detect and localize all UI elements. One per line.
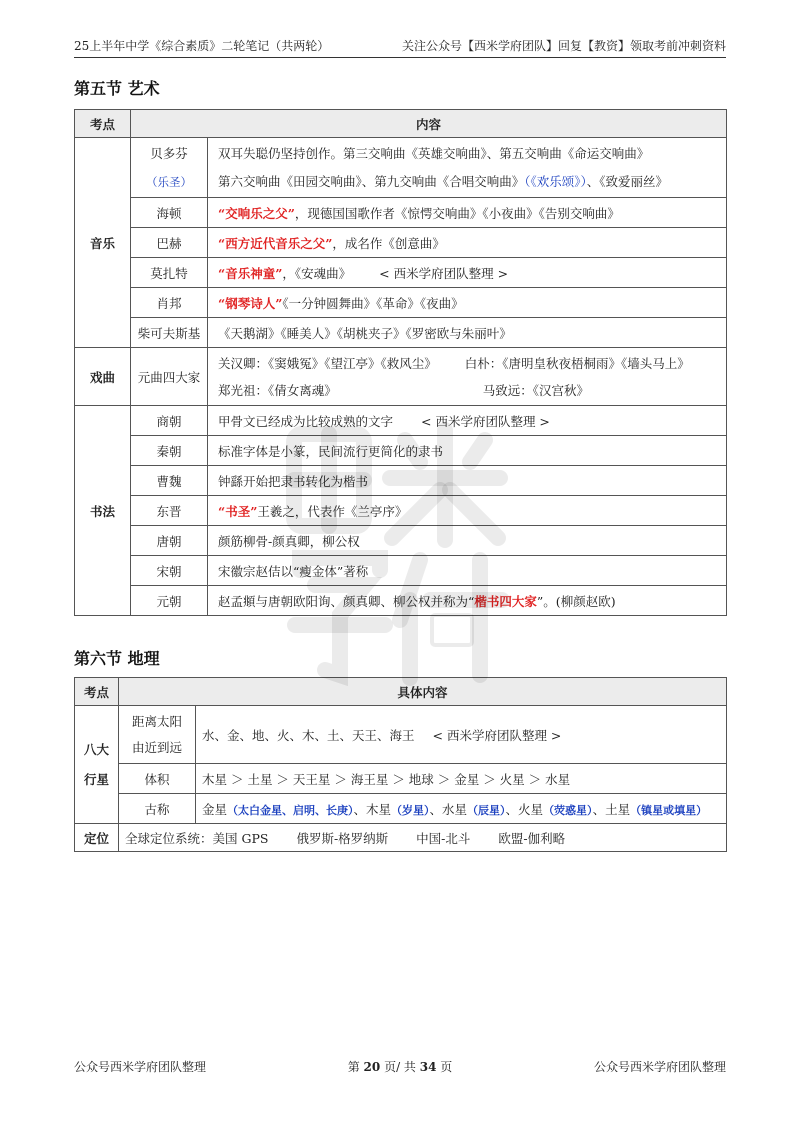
yuan-text: 赵孟頫与唐朝欧阳询、颜真卿、柳公权并称为“楷书四大家”。(柳颜赵欧) xyxy=(208,586,727,616)
label-volume: 体积 xyxy=(119,764,196,794)
table-header-row xyxy=(75,678,727,706)
shang-text: 甲骨文已经成为比较成熟的文字 < 西米学府团队整理 > xyxy=(208,406,727,436)
beethoven-works: 双耳失聪仍坚持创作。第三交响曲《英雄交响曲》、第五交响曲《命运交响曲》 第六交响曲《田园交响曲》、第九交响曲《合唱交响曲》（《欢乐颂》）、《致爱丽丝》 xyxy=(208,138,727,198)
table-row xyxy=(75,318,727,348)
table-row xyxy=(75,794,727,824)
composer-haydn: 海顿 xyxy=(131,198,208,228)
table-row xyxy=(75,466,727,496)
table-row xyxy=(75,198,727,228)
haydn-works: “交响乐之父”，现德国国歌作者《惊愕交响曲》《小夜曲》《告别交响曲》 xyxy=(208,198,727,228)
column-header-content: 内容 xyxy=(131,110,727,138)
section-5-title: 第五节 艺术 xyxy=(74,79,160,98)
art-table xyxy=(74,109,727,616)
song-text: 宋徽宗赵佶以“瘦金体”著称 xyxy=(208,556,727,586)
table-header-row xyxy=(75,110,727,138)
table-row xyxy=(75,496,727,526)
bach-works: “西方近代音乐之父”，成名作《创意曲》 xyxy=(208,228,727,258)
page-header xyxy=(74,36,726,58)
table-row xyxy=(75,436,727,466)
composer-tchaikovsky: 柴可夫斯基 xyxy=(131,318,208,348)
composer-mozart: 莫扎特 xyxy=(131,258,208,288)
table-row xyxy=(75,706,727,764)
cao-wei-text: 钟繇开始把隶书转化为楷书 xyxy=(208,466,727,496)
column-header-topic: 考点 xyxy=(75,110,131,138)
header-right-text: 关注公众号【西米学府团队】回复【教资】领取考前冲刺资料 xyxy=(401,39,726,53)
table-row xyxy=(75,556,727,586)
watermark-note: < 西米学府团队整理 > xyxy=(432,727,562,743)
table-row xyxy=(75,824,727,852)
composer-bach: 巴赫 xyxy=(131,228,208,258)
dynasty-cao-wei: 曹魏 xyxy=(131,466,208,496)
yuan-qu-masters: 元曲四大家 xyxy=(131,348,208,406)
beethoven-alias: （乐圣） xyxy=(146,174,192,189)
planets-by-distance: 水、金、地、火、木、土、天王、海王 < 西米学府团队整理 > xyxy=(196,706,727,764)
composer-beethoven: 贝多芬 （乐圣） xyxy=(131,138,208,198)
page-footer xyxy=(74,1058,726,1075)
chopin-works: “钢琴诗人”《一分钟圆舞曲》《革命》《夜曲》 xyxy=(208,288,727,318)
column-header-content: 具体内容 xyxy=(119,678,727,706)
table-row xyxy=(75,348,727,406)
label-distance: 距离太阳 由近到远 xyxy=(119,706,196,764)
table-row xyxy=(75,138,727,198)
tchaikovsky-works: 《天鹅湖》《睡美人》《胡桃夹子》《罗密欧与朱丽叶》 xyxy=(208,318,727,348)
table-row xyxy=(75,764,727,794)
footer-right-text: 公众号西米学府团队整理 xyxy=(593,1060,726,1074)
category-planets: 八大 行星 xyxy=(75,706,119,824)
table-row xyxy=(75,406,727,436)
eastern-jin-text: “书圣”王羲之，代表作《兰亭序》 xyxy=(208,496,727,526)
table-row xyxy=(75,258,727,288)
dynasty-song: 宋朝 xyxy=(131,556,208,586)
tang-text: 颜筋柳骨-颜真卿，柳公权 xyxy=(208,526,727,556)
header-left-text: 25上半年中学《综合素质》二轮笔记（共两轮） xyxy=(74,39,330,53)
ode-to-joy: （《欢乐颂》） xyxy=(524,173,587,189)
label-ancient-names: 古称 xyxy=(119,794,196,824)
mozart-works: “音乐神童”，《安魂曲》 < 西米学府团队整理 > xyxy=(208,258,727,288)
category-positioning: 定位 xyxy=(75,824,119,852)
footer-left-text: 公众号西米学府团队整理 xyxy=(74,1060,207,1074)
watermark-note: < 西米学府团队整理 > xyxy=(379,265,509,281)
dynasty-eastern-jin: 东晋 xyxy=(131,496,208,526)
dynasty-yuan: 元朝 xyxy=(131,586,208,616)
table-row xyxy=(75,586,727,616)
dynasty-qin: 秦朝 xyxy=(131,436,208,466)
dynasty-tang: 唐朝 xyxy=(131,526,208,556)
page-number: 第 20 页/ 共 34 页 xyxy=(347,1060,453,1074)
qin-text: 标准字体是小篆，民间流行更简化的隶书 xyxy=(208,436,727,466)
composer-chopin: 肖邦 xyxy=(131,288,208,318)
planets-ancient-names: 金星（太白金星、启明、长庚）、木星（岁星）、水星（辰星）、火星（荧惑星）、土星（镇星或填星） xyxy=(196,794,727,824)
drama-works: 关汉卿：《窦娥冤》《望江亭》《救风尘》 白朴：《唐明皇秋夜梧桐雨》《墙头马上》 郑光祖：《倩女离魂》 马致远：《汉宫秋》 xyxy=(208,348,727,406)
section-6-title: 第六节 地理 xyxy=(74,649,160,668)
table-row xyxy=(75,228,727,258)
category-drama: 戏曲 xyxy=(75,348,131,406)
dynasty-shang: 商朝 xyxy=(131,406,208,436)
watermark-note: < 西米学府团队整理 > xyxy=(421,413,550,429)
table-row xyxy=(75,288,727,318)
planets-by-volume: 木星 ＞ 土星 ＞ 天王星 ＞ 海王星 ＞ 地球 ＞ 金星 ＞ 火星 ＞ 水星 xyxy=(196,764,727,794)
geography-table xyxy=(74,677,727,852)
category-calligraphy: 书法 xyxy=(75,406,131,616)
positioning-systems: 全球定位系统：美国 GPS 俄罗斯-格罗纳斯 中国-北斗 欧盟-伽利略 xyxy=(119,824,727,852)
table-row xyxy=(75,526,727,556)
category-music: 音乐 xyxy=(75,138,131,348)
column-header-topic: 考点 xyxy=(75,678,119,706)
